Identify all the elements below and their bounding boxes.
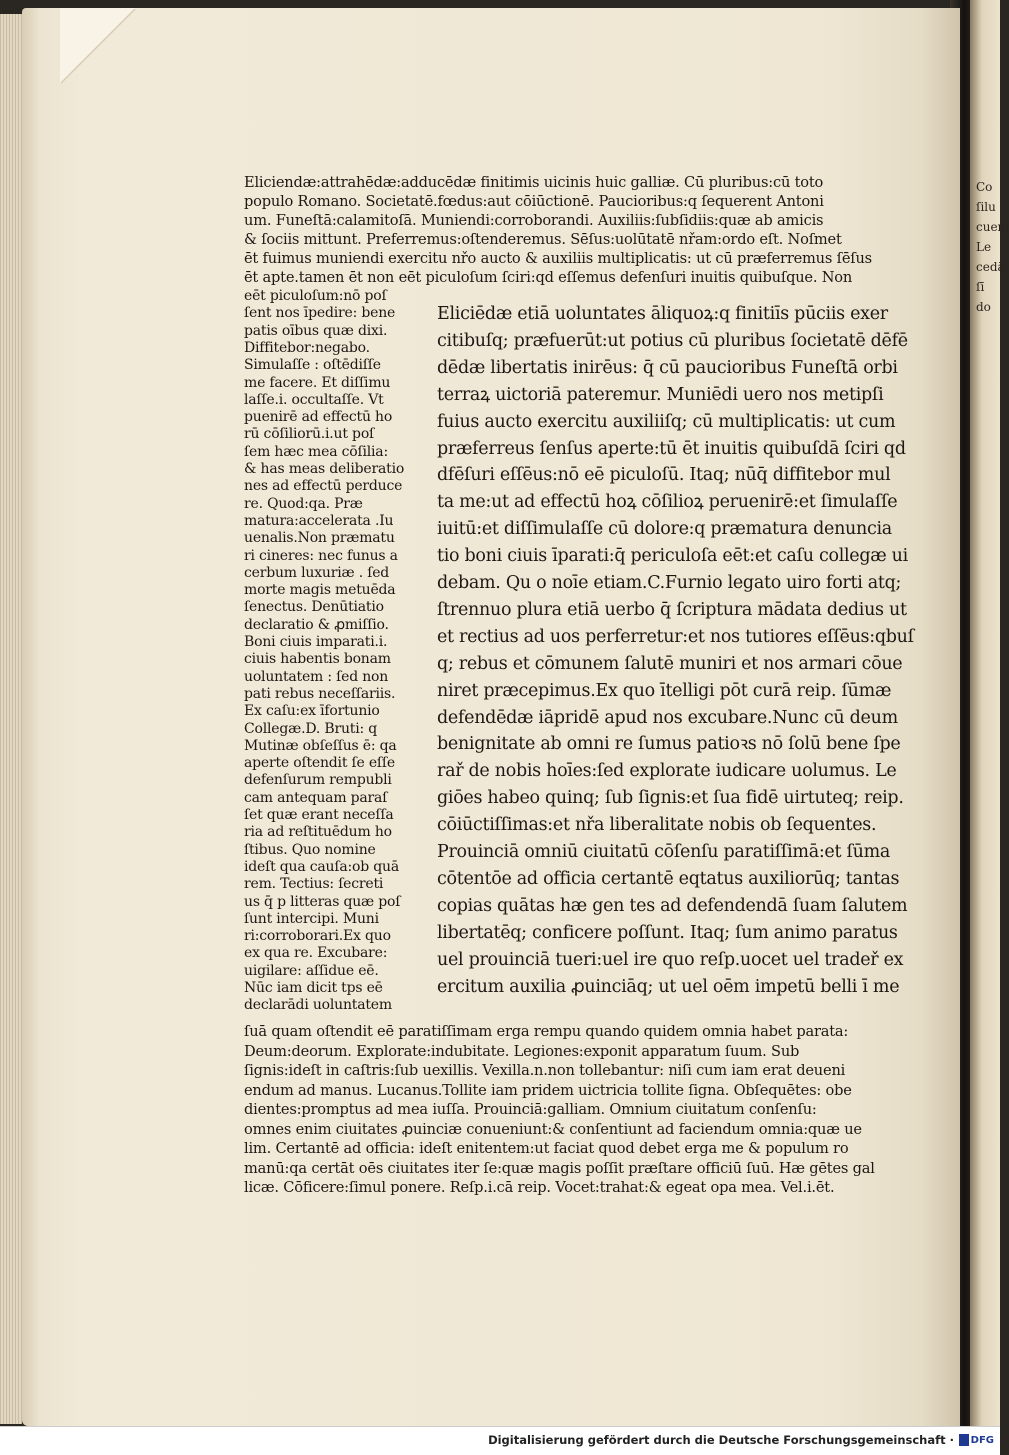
text-line: uoluntatem : ſed non <box>244 668 389 685</box>
text-line: cerbum luxuriæ . ſed <box>244 564 390 581</box>
text-line: q; rebus et cōmunem ſalutē muniri et nos armari cōue <box>437 653 903 674</box>
text-line: Prouinciā omniū ciuitatū cōſenſu paratiſſimā:et ſūma <box>437 842 891 862</box>
text-line: rař de nobis hoīes:ſed explorate iudicare uolumus. Le <box>437 761 897 782</box>
text-line: copias quātas hæ gen tes ad defendendā ſuam ſalutem <box>437 895 908 916</box>
text-line: rem. Tectius: ſecreti <box>244 876 384 893</box>
text-line: ēt fuimus muniendi exercitu nřo aucto & auxiliis multiplicatis: ut cū præferremus ſēſus <box>244 250 872 267</box>
text-line: terraꝝ uictoriā pateremur. Muniēdi uero nos metipſi <box>437 384 884 405</box>
text-line: defendēdæ iāpridē apud nos excubare.Nunc cū deum <box>437 707 898 728</box>
text-line: matura:accelerata .Iu <box>244 512 394 529</box>
text-line: ſunt intercipi. Muni <box>244 910 379 927</box>
text-line: nes ad effectū perduce <box>244 478 403 495</box>
text-line: lim. Certantē ad officia: ideſt enitentem:ut faciat quod debet erga me & populum ro <box>244 1140 849 1157</box>
text-line: uenalis.Non præmatu <box>244 530 395 547</box>
text-line: & ſociis mittunt. Preferremus:oſtenderemus. Sēſus:uolūtatē nřam:ordo eſt. Noſmet <box>244 231 842 248</box>
text-line: ſent nos īpedire: bene <box>244 305 396 322</box>
text-line: Diffitebor:negabo. <box>244 339 370 356</box>
text-line: ſet quæ erant neceſſa <box>244 807 394 823</box>
text-line: et rectius ad uos perferretur:et nos tutiores eſſēus:qbuſ <box>437 626 914 647</box>
text-line: Ex caſu:ex īfortunio <box>244 703 380 720</box>
text-line: Boni ciuis imparati.i. <box>244 634 388 650</box>
text-line: morte magis metuēda <box>244 582 396 599</box>
dfg-logo-label: DFG <box>970 1434 994 1446</box>
text-line: ri:corroborari.Ex quo <box>244 928 391 945</box>
text-line: præferreus ſenſus aperte:tū ēt inuitis quibuſdā ſciri qd <box>437 438 906 459</box>
text-line: defenſurum rempubli <box>244 772 392 789</box>
text-line: eēt piculoſum:nō poſ <box>244 288 387 304</box>
text-line: uel prouinciā tueri:uel ire quo reſp.uocet uel tradeř ex <box>437 949 904 970</box>
text-line: ri cineres: nec funus a <box>244 547 398 564</box>
text-line: ſem hæc mea cōſilia: <box>244 443 388 460</box>
text-line: ēt apte.tamen ēt non eēt piculoſum ſciri:qd eſſemus defenſuri inuitis quibuſque. Non <box>244 269 853 286</box>
text-line: ria ad reſtituēdum ho <box>244 824 392 841</box>
text-line: manū:qa certāt oēs ciuitates iter ſe:quæ magis poſſit præſtare officiū ſuū. Hæ gētes gal <box>244 1159 875 1177</box>
text-line: ſuā quam oſtendit eē paratiſſimam erga rempu quando quidem omnia habet parata: <box>244 1023 849 1040</box>
text-line: pati rebus neceſſariis. <box>244 685 396 702</box>
facing-page-fragment: cuem <box>976 220 1009 234</box>
text-line: Mutinæ obſeſſus ē: qa <box>244 737 397 754</box>
text-line: ſtibus. Quo nomine <box>244 841 376 858</box>
text-line: Nūc iam dicit tps eē <box>244 980 383 996</box>
text-line: niret præcepimus.Ex quo ītelligi pōt curā reip. ſūmæ <box>437 680 892 701</box>
text-line: benignitate ab omni re ſumus patioꝛs nō ſolū bene ſpe <box>437 734 901 755</box>
text-line: omnes enim ciuitates ꝓuinciæ conueniunt:& conſentiunt ad faciendum omnia:quæ ue <box>244 1120 862 1138</box>
text-line: dēdæ libertatis inirēus: q̄ cū paucioribus Funeſtā orbi <box>437 357 898 378</box>
text-line: Deum:deorum. Explorate:indubitate. Legiones:exponit apparatum ſuum. Sub <box>244 1042 800 1060</box>
text-line: cōtentōe ad officia certantē eqtatus auxiliorūq; tantas <box>437 868 900 889</box>
text-line: & has meas deliberatio <box>244 461 405 477</box>
text-line: cam antequam paraſ <box>244 789 388 806</box>
text-line: um. Funeſtā:calamitoſā. Muniendi:corroborandi. Auxiliis:ſubſidiis:quæ ab amicis <box>244 212 824 229</box>
text-line: populo Romano. Societatē.fœdus:aut cōiūctionē. Paucioribus:q ſequerent Antoni <box>244 193 824 210</box>
text-line: ercitum auxilia ꝓuinciāq; ut uel oēm impetū belli ī me <box>437 976 900 997</box>
text-line: Eliciēdæ etiā uoluntates āliquoꝝ:q finitiīs pūciis exer <box>437 304 888 324</box>
text-line: puenirē ad effectū ho <box>244 409 393 426</box>
text-line: aperte oſtendit ſe eſſe <box>244 755 395 772</box>
dfg-logo <box>959 1432 994 1448</box>
text-line: Collegæ.D. Bruti: q <box>244 720 378 737</box>
text-line: fuius aucto exercitu auxiliiſq; cū multiplicatis: ut cum <box>437 411 896 432</box>
text-line: Eliciendæ:attrahēdæ:adducēdæ finitimis uicinis huic galliæ. Cū pluribus:cū toto <box>244 174 824 191</box>
facing-page-fragment: do <box>976 300 991 314</box>
text-line: endum ad manus. Lucanus.Tollite iam pridem uictricia tollite ſigna. Obſequētes: obe <box>244 1081 852 1099</box>
text-line: uigilare: aſſidue eē. <box>244 962 379 979</box>
text-line: ciuis habentis bonam <box>244 651 391 668</box>
text-line: us q̄ p litteras quæ poſ <box>244 893 401 910</box>
dfg-logo-mark-icon <box>959 1434 969 1446</box>
text-line: cōiūctiſſimas:et nřa liberalitate nobis ob ſequentes. <box>437 815 877 836</box>
page-edge-stack <box>0 14 22 1424</box>
text-line: iuitū:et diſſimulaſſe cū dolore:q præmatura denuncia <box>437 519 892 540</box>
facing-page-fragment: cedā <box>976 260 1005 274</box>
text-line: debam. Qu o noīe etiam.C.Furnio legato uiro forti atq; <box>437 573 902 593</box>
text-line: libertatēq; conficere poſſunt. Itaq; ſum animo paratus <box>437 922 898 943</box>
facing-page-fragment: ſilu <box>976 200 996 214</box>
facing-page-edge <box>970 0 1009 1454</box>
text-line: dfēſuri eſſēus:nō eē piculoſū. Itaq; nūq̄ diffitebor mul <box>437 465 891 486</box>
text-line: me facere. Et diſſimu <box>244 374 391 391</box>
text-line: ta me:ut ad effectū hoꝝ cōſilioꝝ peruenirē:et ſimulaſſe <box>437 492 898 513</box>
folded-corner <box>60 8 135 83</box>
facing-page-fragment: Le <box>976 240 992 254</box>
facing-page-fragment: Co <box>976 180 993 194</box>
text-line: laſſe.i. occultaſſe. Vt <box>244 391 384 408</box>
text-line: declarādi uoluntatem <box>244 997 392 1014</box>
facing-page-fragment: ſī <box>976 280 985 294</box>
text-line: tio boni ciuis īparati:q̄ periculoſa eēt:et caſu collegæ ui <box>437 546 908 567</box>
text-line: giōes habeo quinq; ſub ſignis:et ſua fidē uirtuteq; reip. <box>437 788 904 809</box>
footer-bar <box>0 1426 1000 1455</box>
text-line: ſtrennuo plura etiā uerbo q̄ ſcriptura mādata dedius ut <box>437 599 907 620</box>
text-line: dientes:promptus ad mea iuſſa. Prouinciā:galliam. Omnium ciuitatum conſenſu: <box>244 1101 817 1118</box>
footer-credit: Digitalisierung gefördert durch die Deutsche Forschungsgemeinschaft · <box>488 1433 954 1447</box>
text-line: ſignis:ideſt in caſtris:ſub uexillis. Vexilla.n.non tollebantur: niſi cum iam erat deueni <box>244 1062 846 1079</box>
text-line: ex qua re. Excubare: <box>244 945 388 962</box>
text-line: ſenectus. Denūtiatio <box>244 599 384 616</box>
text-line: rū cōſiliorū.i.ut poſ <box>244 426 375 443</box>
text-line: declaratio & ꝓmiſſio. <box>244 616 389 633</box>
text-line: licæ. Cōficere:ſimul ponere. Reſp.i.cā reip. Vocet:trahat:& egeat opa mea. Vel.i.ēt. <box>244 1179 835 1196</box>
text-line: ideſt qua cauſa:ob quā <box>244 858 399 875</box>
text-line: citibuſq; præfuerūt:ut potius cū pluribus ſocietatē dēfē <box>437 330 908 351</box>
text-line: Simulaſſe : oſtēdiſſe <box>244 357 381 374</box>
text-line: re. Quod:qa. Præ <box>244 495 363 512</box>
text-line: patis oībus quæ dixi. <box>244 322 388 339</box>
